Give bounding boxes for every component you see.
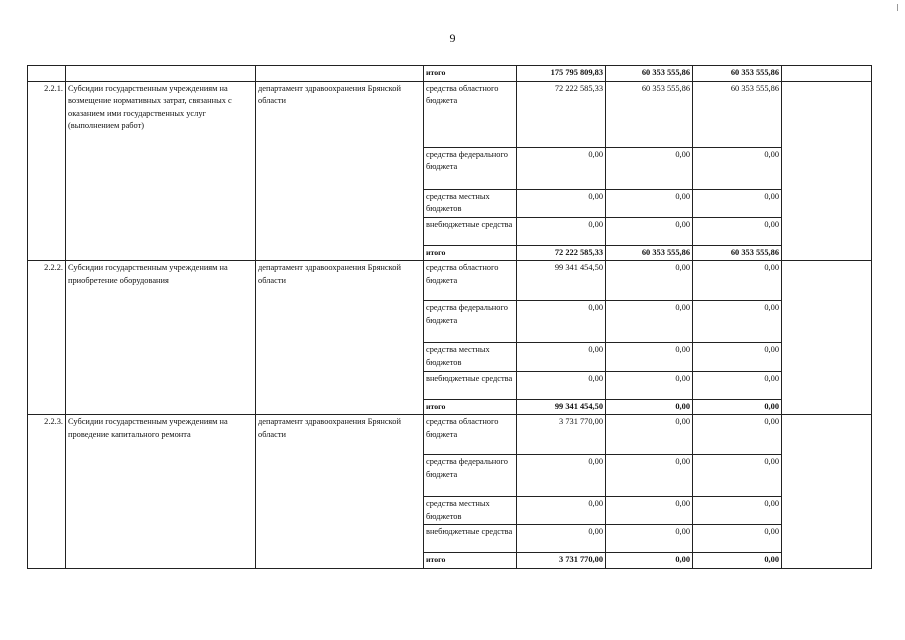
- value-3: 0,00: [693, 147, 782, 189]
- total-value-2: 60 353 555,86: [606, 245, 693, 261]
- empty-cell: [66, 66, 256, 82]
- value-3: 0,00: [693, 415, 782, 455]
- section-description: Субсидии государственным учреждениям на возмещение нормативных затрат, связанных с оказанием ими государственных услуг (выполнением работ): [66, 81, 256, 261]
- value-2: 0,00: [606, 301, 693, 343]
- value-3: 0,00: [693, 217, 782, 245]
- value-1: 3 731 770,00: [517, 415, 606, 455]
- funding-source: средства федерального бюджета: [424, 455, 517, 497]
- total-value-2: 60 353 555,86: [606, 66, 693, 82]
- value-1: 0,00: [517, 455, 606, 497]
- value-1: 0,00: [517, 301, 606, 343]
- value-3: 0,00: [693, 455, 782, 497]
- total-value-1: 175 795 809,83: [517, 66, 606, 82]
- total-label: итого: [424, 245, 517, 261]
- section-description: Субсидии государственным учреждениям на приобретение оборудования: [66, 261, 256, 415]
- section-code: 2.2.3.: [28, 415, 66, 569]
- total-value-3: 60 353 555,86: [693, 66, 782, 82]
- value-3: 0,00: [693, 343, 782, 371]
- value-1: 0,00: [517, 371, 606, 399]
- section-description: Субсидии государственным учреждениям на проведение капитального ремонта: [66, 415, 256, 569]
- empty-cell: [28, 66, 66, 82]
- value-3: 0,00: [693, 371, 782, 399]
- value-1: 0,00: [517, 525, 606, 553]
- table-row: [28, 261, 872, 301]
- value-2: 0,00: [606, 261, 693, 301]
- section-department: департамент здравоохранения Брянской области: [256, 415, 424, 569]
- value-2: 0,00: [606, 217, 693, 245]
- value-2: 0,00: [606, 371, 693, 399]
- total-label: итого: [424, 553, 517, 569]
- section-code: 2.2.1.: [28, 81, 66, 261]
- value-2: 0,00: [606, 455, 693, 497]
- value-3: 0,00: [693, 261, 782, 301]
- total-value-1: 72 222 585,33: [517, 245, 606, 261]
- funding-source: средства областного бюджета: [424, 415, 517, 455]
- funding-source: средства областного бюджета: [424, 81, 517, 147]
- value-2: 0,00: [606, 415, 693, 455]
- section-department: департамент здравоохранения Брянской области: [256, 261, 424, 415]
- section-code: 2.2.2.: [28, 261, 66, 415]
- total-value-3: 60 353 555,86: [693, 245, 782, 261]
- value-3: 0,00: [693, 525, 782, 553]
- total-value-2: 0,00: [606, 553, 693, 569]
- funding-source: средства местных бюджетов: [424, 343, 517, 371]
- page-number: 9: [449, 31, 456, 45]
- funding-source: внебюджетные средства: [424, 525, 517, 553]
- total-label: итого: [424, 399, 517, 415]
- value-3: 0,00: [693, 497, 782, 525]
- total-value-1: 99 341 454,50: [517, 399, 606, 415]
- value-3: 60 353 555,86: [693, 81, 782, 147]
- funding-source: средства местных бюджетов: [424, 189, 517, 217]
- empty-cell: [782, 261, 872, 415]
- table-row: [28, 415, 872, 455]
- top-total-row: [28, 66, 872, 82]
- value-1: 0,00: [517, 147, 606, 189]
- value-2: 0,00: [606, 525, 693, 553]
- empty-cell: [256, 66, 424, 82]
- value-1: 0,00: [517, 189, 606, 217]
- funding-source: внебюджетные средства: [424, 371, 517, 399]
- value-2: 0,00: [606, 189, 693, 217]
- funding-source: внебюджетные средства: [424, 217, 517, 245]
- total-label: итого: [424, 66, 517, 82]
- value-1: 0,00: [517, 497, 606, 525]
- section-department: департамент здравоохранения Брянской области: [256, 81, 424, 261]
- funding-source: средства федерального бюджета: [424, 301, 517, 343]
- empty-cell: [782, 66, 872, 82]
- value-2: 60 353 555,86: [606, 81, 693, 147]
- value-1: 0,00: [517, 343, 606, 371]
- empty-cell: [782, 81, 872, 261]
- scan-edge-mark: [897, 4, 898, 11]
- value-2: 0,00: [606, 343, 693, 371]
- budget-table: [27, 65, 872, 569]
- value-3: 0,00: [693, 189, 782, 217]
- total-value-1: 3 731 770,00: [517, 553, 606, 569]
- value-3: 0,00: [693, 301, 782, 343]
- value-1: 99 341 454,50: [517, 261, 606, 301]
- total-value-3: 0,00: [693, 553, 782, 569]
- value-2: 0,00: [606, 147, 693, 189]
- value-2: 0,00: [606, 497, 693, 525]
- table-row: [28, 81, 872, 147]
- funding-source: средства федерального бюджета: [424, 147, 517, 189]
- funding-source: средства областного бюджета: [424, 261, 517, 301]
- total-value-3: 0,00: [693, 399, 782, 415]
- value-1: 0,00: [517, 217, 606, 245]
- empty-cell: [782, 415, 872, 569]
- funding-source: средства местных бюджетов: [424, 497, 517, 525]
- value-1: 72 222 585,33: [517, 81, 606, 147]
- total-value-2: 0,00: [606, 399, 693, 415]
